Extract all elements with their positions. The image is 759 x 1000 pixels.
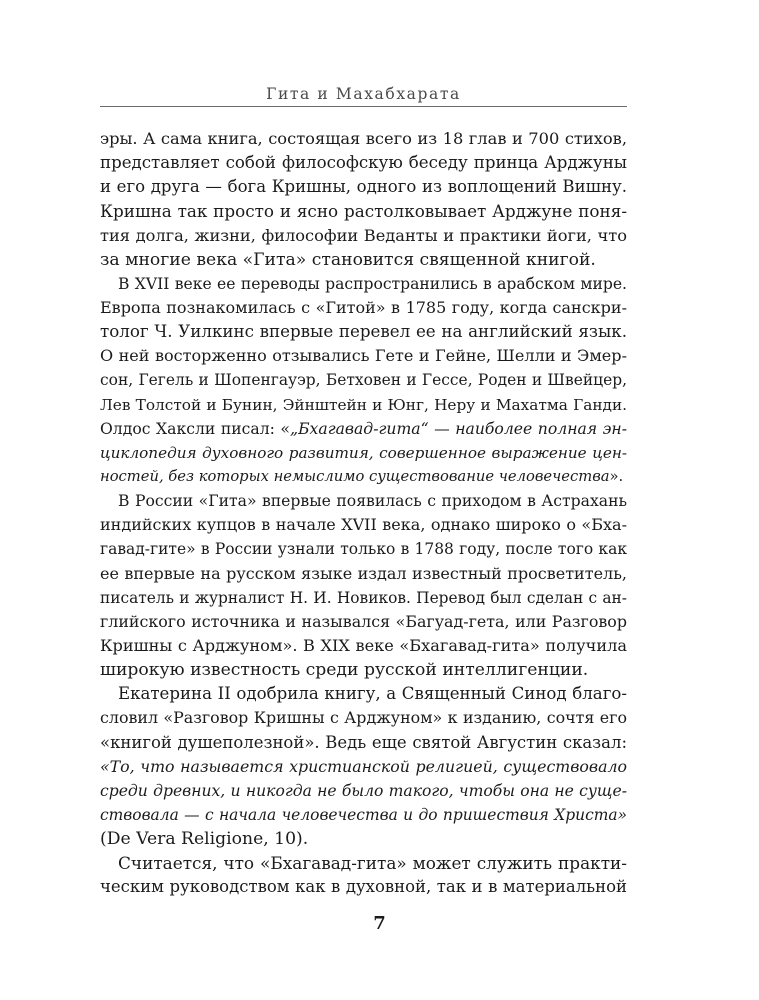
text-line: среди древних, и никогда не было такого, чтобы она не суще- bbox=[100, 781, 627, 800]
text-line: циклопедия духовного развития, совершенное выражение цен- bbox=[100, 443, 627, 462]
text-line: сон, Гегель и Шопенгауэр, Бетховен и Гессе, Роден и Швейцер, bbox=[100, 371, 627, 390]
running-header: Гита и Махабхарата bbox=[266, 85, 461, 103]
quote-italic: „Бхагавад-гита“ — наиболее полная эн- bbox=[289, 418, 627, 438]
text-line: эры. А сама книга, состоящая всего из 18 глав и 700 стихов, bbox=[100, 129, 627, 148]
text-line: Европа познакомилась с «Гитой» в 1785 году, когда санскри- bbox=[100, 297, 627, 317]
text-line: словил «Разговор Кришны с Арджуном» к изданию, сочтя его bbox=[100, 708, 627, 728]
page-body bbox=[100, 127, 627, 900]
text-line: Считается, что «Бхагавад-гита» может служить практи- bbox=[118, 853, 627, 874]
page-number: 7 bbox=[373, 913, 386, 934]
text-line: В XVII веке ее переводы распространились в арабском мире. bbox=[118, 274, 627, 293]
text-line: О ней восторженно отзывались Гете и Гейне, Шелли и Эмер- bbox=[100, 346, 627, 366]
text-line: ствовала — с начала человечества и до пришествия Христа» bbox=[100, 805, 627, 824]
text-line: за многие века «Гита» становится священной книгой. bbox=[100, 249, 596, 270]
text-run: ». bbox=[609, 467, 624, 485]
text-run: Олдос Хаксли писал: « bbox=[100, 418, 290, 438]
text-line: (De Vera Religione, 10). bbox=[100, 829, 309, 850]
text-line: представляет собой философскую беседу принца Арджуны bbox=[100, 153, 627, 173]
text-line: тия долга, жизни, философии Веданты и практики йоги, что bbox=[100, 225, 627, 245]
text-line: индийских купцов в начале XVII века, однако широко о «Бха- bbox=[100, 515, 627, 535]
text-line bbox=[100, 465, 627, 489]
text-line: толог Ч. Уилкинс впервые перевел ее на английский язык. bbox=[100, 322, 627, 342]
text-line: В России «Гита» впервые появилась с приходом в Астрахань bbox=[118, 491, 627, 511]
text-line: широкую известность среди русской интеллигенции. bbox=[100, 660, 589, 681]
text-line: «То, что называется христианской религией, существовало bbox=[100, 756, 627, 776]
text-line: Екатерина II одобрила книгу, а Священный Синод благо- bbox=[118, 684, 627, 704]
text-line: Лев Толстой и Бунин, Эйнштейн и Юнг, Неру и Махатма Ганди. bbox=[100, 395, 627, 414]
text-line: ческим руководством как в духовной, так и в материальной bbox=[100, 877, 627, 897]
text-line: ее впервые на русском языке издал известный просветитель, bbox=[100, 563, 627, 583]
header-divider bbox=[100, 106, 627, 107]
text-line: Кришны с Арджуном». В XIX веке «Бхагавад-гита» получила bbox=[100, 635, 627, 655]
text-line: глийского источника и назывался «Багуад-гета, или Разговор bbox=[100, 611, 627, 631]
text-line bbox=[100, 417, 627, 441]
text-line: гавад-гите» в России узнали только в 1788 году, после того как bbox=[100, 540, 627, 559]
text-line: писатель и журналист Н. И. Новиков. Перевод был сделан с ан- bbox=[100, 588, 627, 607]
text-line: «книгой душеполезной». Ведь еще святой Августин сказал: bbox=[100, 732, 627, 752]
text-line: Кришна так просто и ясно растолковывает Арджуне поня- bbox=[100, 201, 627, 222]
text-line: и его друга — бога Кришны, одного из воплощений Вишну. bbox=[100, 177, 627, 197]
quote-italic: ностей, без которых немыслимо существование человечества bbox=[100, 467, 610, 485]
